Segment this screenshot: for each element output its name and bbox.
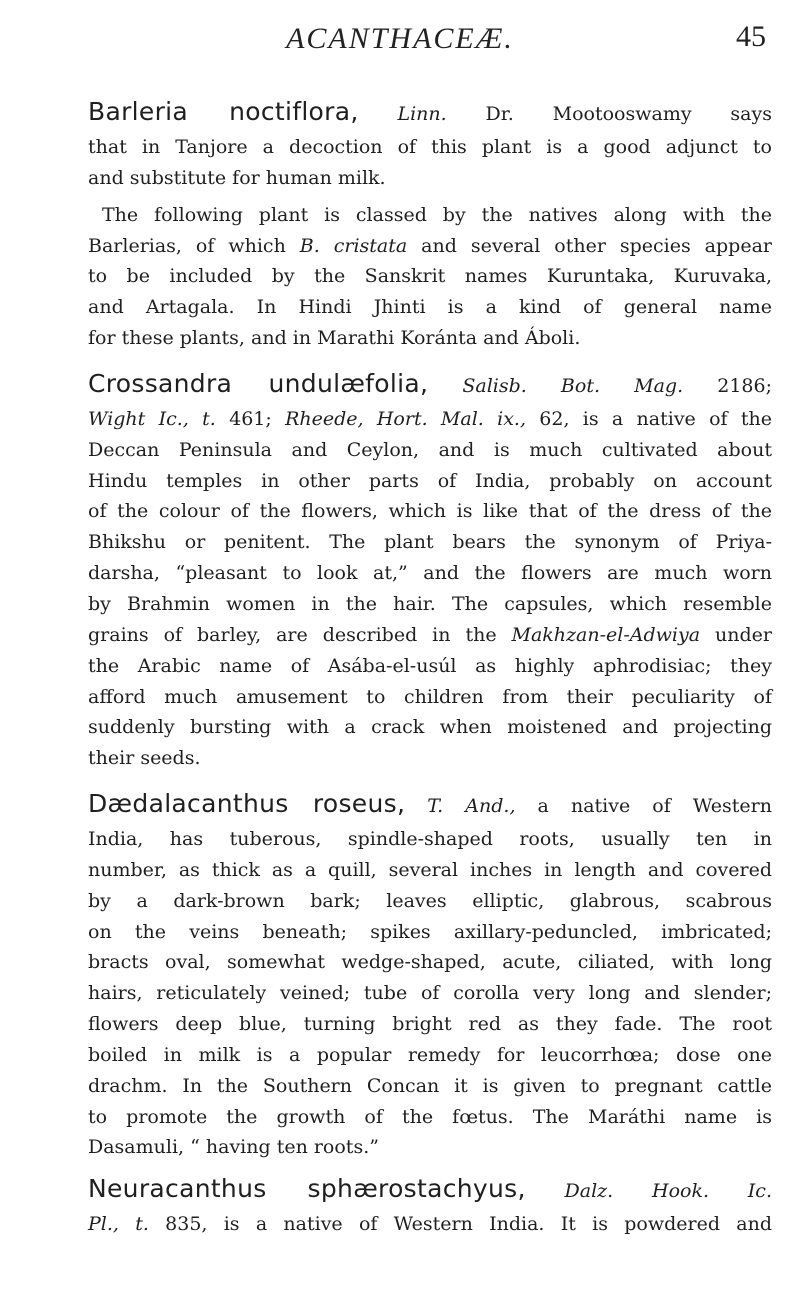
- text-line: to be included by the Sanskrit names Kuruntaka, Kuruvaka,: [88, 265, 772, 288]
- text-line: the Arabic name of Asába-el-usúl as highly aphrodisiac; they: [88, 654, 772, 677]
- species-heading: Dædalacanthus roseus,: [88, 789, 406, 819]
- text-line: boiled in milk is a popular remedy for leucorrhœa; dose one: [88, 1043, 772, 1066]
- text-line: [88, 1209, 772, 1240]
- text-line: Dasamuli, “ having ten roots.”: [88, 1136, 379, 1159]
- line-text: and several other species appear: [407, 234, 772, 257]
- running-title: ACANTHACEÆ.: [286, 22, 514, 55]
- text-line: Deccan Peninsula and Ceylon, and is much cultivated about: [88, 438, 772, 461]
- line-text: Dr. Mootooswamy says: [446, 103, 772, 125]
- text-line: by a dark-brown bark; leaves elliptic, glabrous, scabrous: [88, 889, 772, 912]
- italic-text: Wight Ic., t.: [88, 407, 216, 430]
- text-line: afford much amusement to children from their peculiarity of: [88, 685, 772, 708]
- text-line: [88, 231, 772, 262]
- species-heading: Barleria noctiflora,: [88, 97, 359, 126]
- text-line: that in Tanjore a decoction of this plant is a good adjunct to: [88, 136, 772, 158]
- paragraph-daedalacanthus: [88, 784, 772, 1163]
- text-line: India, has tuberous, spindle-shaped roots, usually ten in: [88, 828, 772, 851]
- text-line: number, as thick as a quill, several inches in length and covered: [88, 858, 772, 881]
- authority: Dalz. Hook. Ic.: [525, 1180, 772, 1203]
- text-line: [88, 364, 772, 404]
- line-text: grains of barley, are described in the: [88, 623, 512, 646]
- text-line: and Artagala. In Hindi Jhinti is a kind of general name: [88, 296, 772, 319]
- species-heading: Neuracanthus sphærostachyus,: [88, 1174, 526, 1204]
- text-line: their seeds.: [88, 747, 201, 770]
- text-line: Hindu temples in other parts of India, probably on account: [88, 469, 772, 492]
- text-line: Bhikshu or penitent. The plant bears the synonym of Priya-: [88, 531, 772, 554]
- text-line: by Brahmin women in the hair. The capsules, which resemble: [88, 592, 772, 615]
- text-line: on the veins beneath; spikes axillary-peduncled, imbricated;: [88, 920, 772, 943]
- paragraph-barlerias-note: [88, 200, 772, 354]
- text-line: [88, 92, 772, 132]
- line-text: 2186;: [683, 374, 772, 397]
- text-line: and substitute for human milk.: [88, 166, 386, 189]
- italic-text: Makhzan-el-Adwiya: [511, 623, 701, 646]
- text-line: bracts oval, somewhat wedge-shaped, acute, ciliated, with long: [88, 951, 772, 974]
- text-line: [88, 784, 772, 824]
- text-line: flowers deep blue, turning bright red as they fade. The root: [88, 1013, 772, 1036]
- page-number: 45: [736, 20, 766, 53]
- text-line: for these plants, and in Marathi Koránta and Áboli.: [88, 327, 581, 350]
- paragraph-neuracanthus: [88, 1169, 772, 1240]
- text-line: darsha, “pleasant to look at,” and the flowers are much worn: [88, 562, 772, 585]
- line-text: a native of Western: [515, 795, 772, 818]
- text-line: drachm. In the Southern Concan it is given to pregnant cattle: [88, 1074, 772, 1097]
- line-text: Barlerias, of which: [88, 234, 300, 257]
- text-line: to promote the growth of the fœtus. The Maráthi name is: [88, 1105, 772, 1128]
- line-text: 835, is a native of Western India. It is powdered and: [148, 1213, 772, 1236]
- text-line: suddenly bursting with a crack when moistened and projecting: [88, 716, 772, 739]
- authority: Linn.: [358, 103, 447, 125]
- text-line: [88, 620, 772, 651]
- italic-text: B. cristata: [299, 234, 408, 257]
- line-text: 461;: [215, 407, 286, 430]
- species-heading: Crossandra undulæfolia,: [88, 368, 429, 398]
- italic-text: Rheede, Hort. Mal. ix.,: [285, 407, 526, 430]
- line-text: under: [700, 623, 772, 646]
- body-text: [88, 92, 772, 1240]
- line-text: 62, is a native of the: [525, 407, 772, 430]
- paragraph-crossandra: [88, 364, 772, 774]
- text-line: [88, 1169, 772, 1209]
- text-line: hairs, reticulately veined; tube of corolla very long and slender;: [88, 982, 772, 1005]
- authority: T. And.,: [405, 795, 516, 818]
- text-line: [88, 404, 772, 435]
- italic-text: Pl., t.: [88, 1213, 149, 1236]
- paragraph-barleria: [88, 92, 772, 194]
- authority: Salisb. Bot. Mag.: [428, 374, 684, 397]
- text-line: The following plant is classed by the natives along with the: [102, 203, 772, 226]
- text-line: of the colour of the flowers, which is like that of the dress of the: [88, 500, 772, 523]
